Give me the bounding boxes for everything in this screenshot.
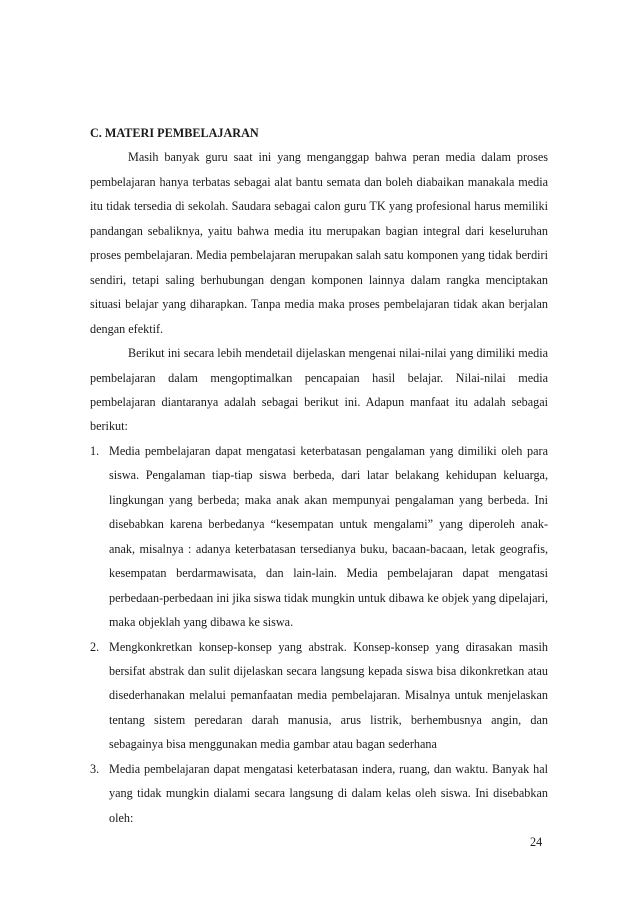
list-item-text: Media pembelajaran dapat mengatasi keterbatasan indera, ruang, dan waktu. Banyak hal yang tidak mungkin dialami secara langsung di dalam kelas oleh siswa. Ini disebabkan oleh:: [109, 761, 548, 825]
section-heading: C. MATERI PEMBELAJARAN: [90, 126, 259, 140]
list-item: [90, 635, 548, 757]
page-content: [90, 121, 548, 830]
list-item: [90, 439, 548, 635]
paragraph-intro: Masih banyak guru saat ini yang menganggap bahwa peran media dalam proses pembelajaran hanya terbatas sebagai alat bantu semata dan boleh diabaikan manakala media itu tidak tersedia di sekolah. Saudara sebagai calon guru TK yang profesional harus memiliki pandangan sebaliknya, yaitu bahwa media itu merupakan bagian integral dari keseluruhan proses pembelajaran. Media pembelajaran merupakan salah satu komponen yang tidak berdiri sendiri, tetapi saling berhubungan dengan komponen lainnya dalam rangka menciptakan situasi belajar yang diharapkan. Tanpa media maka proses pembelajaran tidak akan berjalan dengan efektif.: [90, 150, 548, 336]
list-item-text: Mengkonkretkan konsep-konsep yang abstrak. Konsep-konsep yang dirasakan masih bersifat abstrak dan sulit dijelaskan secara langsung kepada siswa bisa dikonkretkan atau disederhanakan melalui pemanfaatan media pembelajaran. Misalnya untuk menjelaskan tentang sistem peredaran darah manusia, arus listrik, berhembusnya angin, dan sebagainya bisa menggunakan media gambar atau bagan sederhana: [109, 639, 548, 752]
list-item-number: 2.: [90, 639, 100, 654]
list-item-number: 3.: [90, 761, 100, 776]
list-item-text: Media pembelajaran dapat mengatasi keterbatasan pengalaman yang dimiliki oleh para siswa. Pengalaman tiap-tiap siswa berbeda, dari latar belakang kehidupan keluarga, lingkungan yang berbeda; maka anak akan mempunyai pengalaman yang berbeda. Ini disebabkan karena berbedanya “kesempatan untuk mengalami” yang diperoleh anak-anak, misalnya : adanya keterbatasan tersedianya buku, bacaan-bacaan, letak geografis, kesempatan berdarmawisata, dan lain-lain. Media pembelajaran dapat mengatasi perbedaan-perbedaan ini jika siswa tidak mungkin untuk dibawa ke objek yang dipelajari, maka objeklah yang dibawa ke siswa.: [109, 443, 548, 630]
list-item-number: 1.: [90, 443, 100, 458]
page-number: 24: [530, 835, 543, 849]
list-item: [90, 757, 548, 830]
paragraph-values: Berikut ini secara lebih mendetail dijelaskan mengenai nilai-nilai yang dimiliki media pembelajaran dalam mengoptimalkan pencapaian hasil belajar. Nilai-nilai media pembelajaran diantaranya adalah sebagai berikut ini. Adapun manfaat itu adalah sebagai berikut:: [90, 346, 548, 434]
benefits-list: [90, 439, 548, 830]
